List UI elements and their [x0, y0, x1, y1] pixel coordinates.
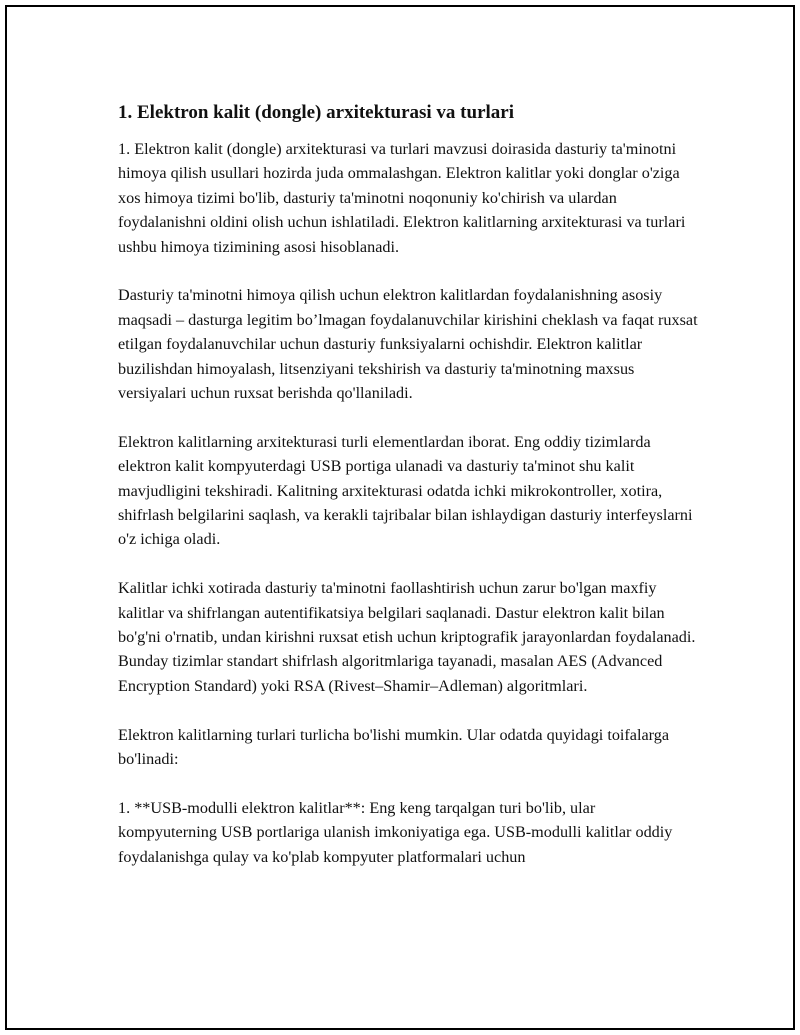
- paragraph-purpose: Dasturiy ta'minotni himoya qilish uchun elektron kalitlardan foydalanishning asosiy maqsadi – dasturga legitim bo’lmagan foydalanuvchilar kirishini cheklash va faqat ruxsat etilgan foydalanuvchilar uchun dasturiy funksiyalarni ochishdir. Elektron kalitlar buzilishdan himoyalash, litsenziyani tekshirish va dasturiy ta'minotning maxsus versiyalari uchun ruxsat berishda qo'llaniladi.: [118, 286, 698, 403]
- document-body: [118, 101, 698, 894]
- paragraph-intro: 1. Elektron kalit (dongle) arxitekturasi va turlari mavzusi doirasida dasturiy ta'minotni himoya qilish usullari hozirda juda ommalashgan. Elektron kalitlar yoki donglar o'ziga xos himoya tizimi bo'lib, dasturiy ta'minotni noqonuniy ko'chirish va ulardan foydalanishni oldini olish uchun ishlatiladi. Elektron kalitlarning arxitekturasi va turlari ushbu himoya tizimining asosi hisoblanadi.: [118, 140, 686, 256]
- paragraph-types-intro: Elektron kalitlarning turlari turlicha bo'lishi mumkin. Ular odatda quyidagi toifalarga bo'linadi:: [118, 725, 670, 769]
- page-frame: [5, 5, 795, 1030]
- paragraph-memory: Kalitlar ichki xotirada dasturiy ta'minotni faollashtirish uchun zarur bo'lgan maxfiy kalitlar va shifrlangan autentifikatsiya belgilari saqlanadi. Dastur elektron kalit bilan bo'g'ni o'rnatib, undan kirishni ruxsat etish uchun kriptografik jarayonlardan foydalanadi. Bunday tizimlar standart shifrlash algoritmlariga tayanadi, masalan AES (Advanced Encryption Standard) yoki RSA (Rivest–Shamir–Adleman) algoritmlari.: [118, 579, 696, 695]
- paragraph-usb-type: 1. **USB-modulli elektron kalitlar**: Eng keng tarqalgan turi bo'lib, ular kompyuterning USB portlariga ulanish imkoniyatiga ega. USB-modulli kalitlar oddiy foydalanishga qulay va ko'plab kompyuter platformalari uchun: [118, 798, 673, 866]
- paragraph-architecture: Elektron kalitlarning arxitekturasi turli elementlardan iborat. Eng oddiy tizimlarda elektron kalit kompyuterdagi USB portiga ulanadi va dasturiy ta'minot shu kalit mavjudligini tekshiradi. Kalitning arxitekturasi odatda ichki mikrokontroller, xotira, shifrlash belgilarini saqlash, va kerakli tajribalar bilan ishlaydigan dasturiy interfeyslarni o'z ichiga oladi.: [118, 432, 693, 549]
- document-title: 1. Elektron kalit (dongle) arxitekturasi va turlari: [118, 102, 514, 123]
